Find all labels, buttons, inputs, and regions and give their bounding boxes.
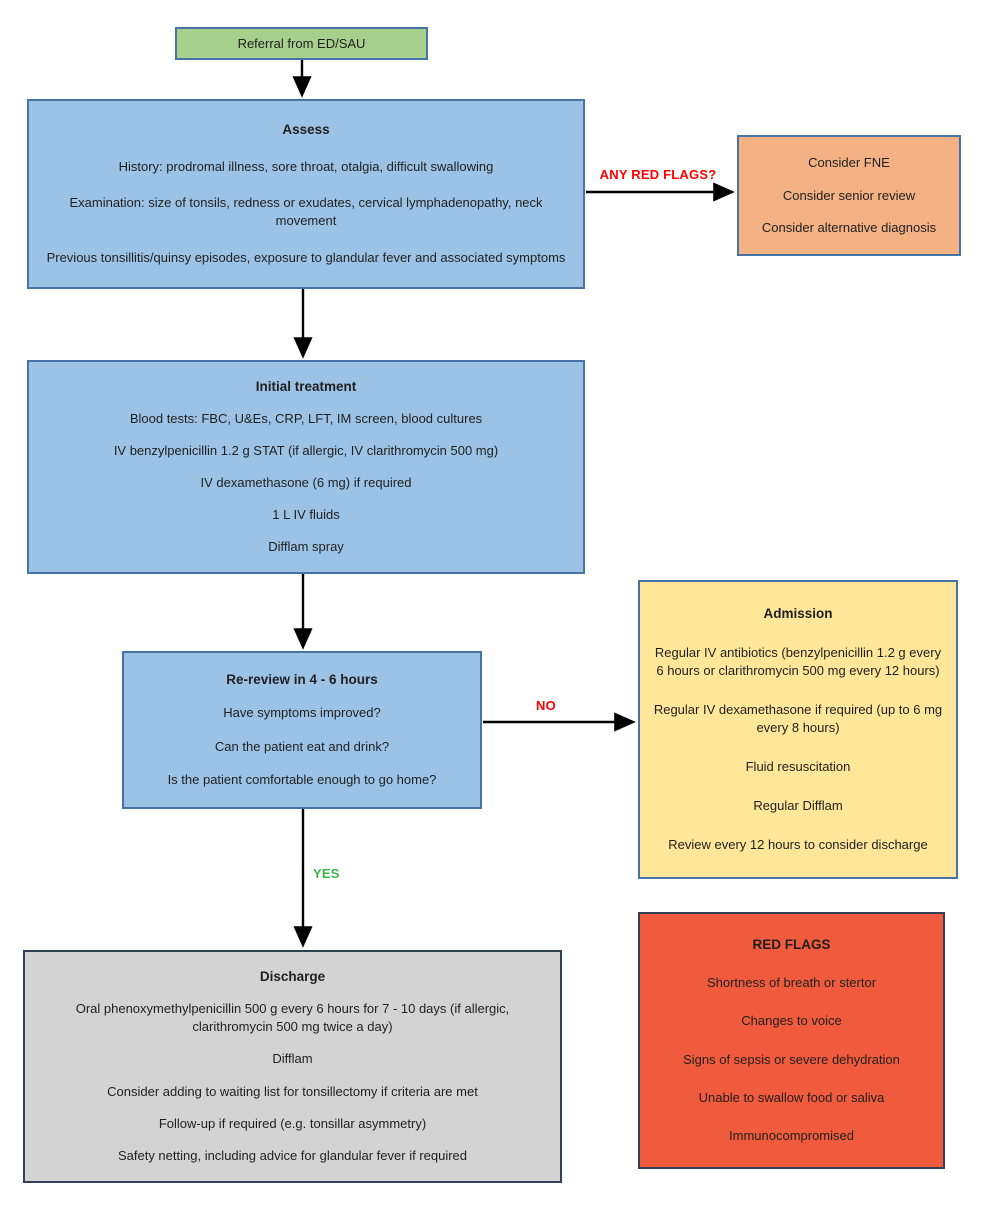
consider-line: Consider senior review	[782, 187, 916, 203]
red-flags-line: Shortness of breath or stertor	[706, 975, 877, 991]
re-review-line: Can the patient eat and drink?	[214, 738, 390, 754]
re-review-line: Is the patient comfortable enough to go home?	[167, 772, 437, 788]
re-review-title: Re-review in 4 - 6 hours	[226, 671, 378, 687]
re-review-line: Have symptoms improved?	[223, 705, 381, 721]
re-review-box	[122, 651, 482, 809]
initial-treatment-title: Initial treatment	[255, 379, 357, 394]
red-flags-line: Immunocompromised	[729, 1127, 854, 1143]
label-no: NO	[536, 698, 556, 713]
red-flags-line: Changes to voice	[741, 1013, 842, 1029]
admission-line: Regular IV dexamethasone if required (up to 6 mg every 8 hours)	[653, 702, 943, 735]
assess-line: History: prodromal illness, sore throat, otalgia, difficult swallowing	[118, 158, 494, 174]
consider-box	[737, 135, 961, 256]
initial-treatment-line: Difflam spray	[268, 539, 344, 554]
discharge-line: Follow-up if required (e.g. tonsillar asymmetry)	[158, 1115, 427, 1131]
referral-label: Referral from ED/SAU	[237, 35, 366, 51]
initial-treatment-box	[27, 360, 585, 574]
discharge-line: Safety netting, including advice for glandular fever if required	[117, 1147, 468, 1163]
discharge-title: Discharge	[259, 969, 326, 985]
discharge-line: Oral phenoxymethylpenicillin 500 g every 6 hours for 7 - 10 days (if allergic, clarithromycin 500 mg twice a day)	[75, 1001, 510, 1035]
discharge-line: Difflam	[272, 1051, 313, 1067]
consider-line: Consider FNE	[808, 154, 890, 170]
discharge-box	[23, 950, 562, 1183]
admission-line: Review every 12 hours to consider discharge	[668, 837, 928, 852]
initial-treatment-line: Blood tests: FBC, U&Es, CRP, LFT, IM screen, blood cultures	[129, 411, 483, 426]
initial-treatment-line: 1 L IV fluids	[272, 507, 340, 522]
initial-treatment-line: IV dexamethasone (6 mg) if required	[200, 475, 412, 490]
referral-box	[175, 27, 428, 60]
admission-box	[638, 580, 958, 879]
admission-title: Admission	[763, 606, 833, 621]
initial-treatment-line: IV benzylpenicillin 1.2 g STAT (if allergic, IV clarithromycin 500 mg)	[113, 443, 499, 458]
red-flags-line: Signs of sepsis or severe dehydration	[683, 1051, 900, 1067]
assess-box	[27, 99, 585, 289]
label-yes: YES	[313, 866, 340, 881]
discharge-line: Consider adding to waiting list for tonsillectomy if criteria are met	[107, 1083, 478, 1099]
red-flags-title: RED FLAGS	[752, 937, 831, 953]
assess-title: Assess	[282, 122, 330, 138]
red-flags-line: Unable to swallow food or saliva	[698, 1089, 885, 1105]
admission-line: Regular Difflam	[753, 798, 843, 813]
admission-line: Fluid resuscitation	[745, 759, 851, 774]
red-flags-box	[638, 912, 945, 1169]
assess-line: Examination: size of tonsils, redness or exudates, cervical lymphadenopathy, neck movement	[69, 195, 543, 229]
label-any-red-flags: ANY RED FLAGS?	[599, 167, 717, 182]
assess-line: Previous tonsillitis/quinsy episodes, exposure to glandular fever and associated symptoms	[46, 249, 566, 265]
consider-line: Consider alternative diagnosis	[761, 220, 937, 236]
admission-line: Regular IV antibiotics (benzylpenicillin 1.2 g every 6 hours or clarithromycin 500 mg every 12 hours)	[654, 645, 942, 678]
